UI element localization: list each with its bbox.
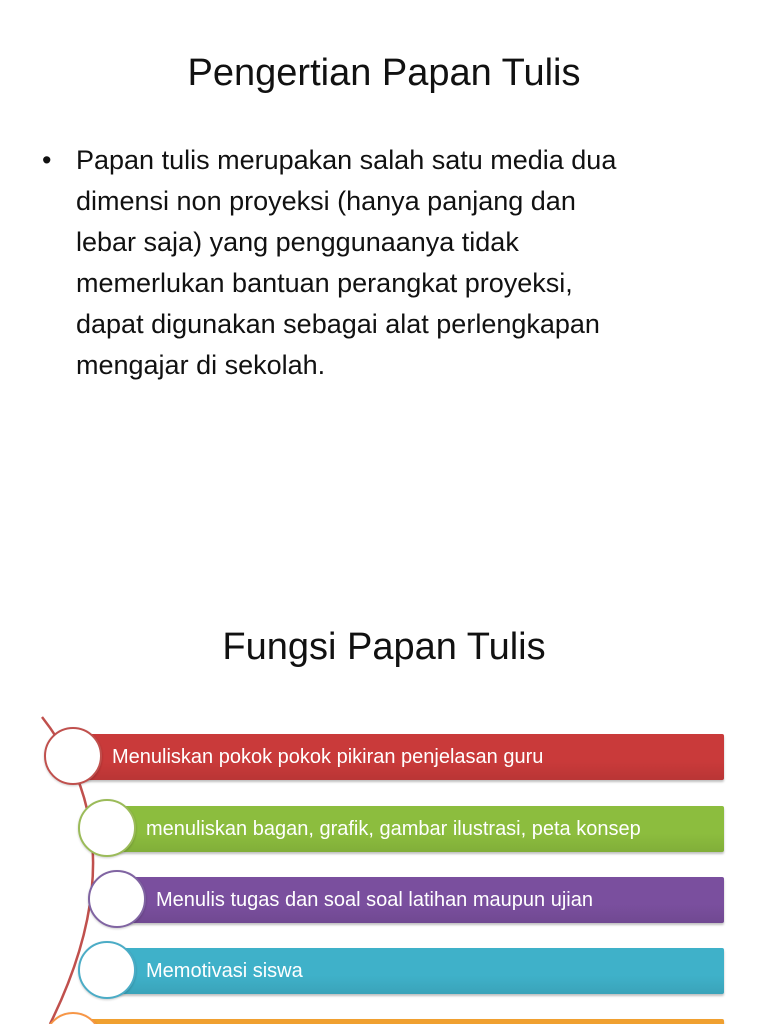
function-marker-icon	[88, 870, 146, 928]
slide-functions	[0, 512, 768, 1024]
function-bar	[108, 806, 724, 852]
bullet-list	[42, 140, 732, 386]
slide-title: Pengertian Papan Tulis	[187, 52, 581, 94]
bullet-line: dapat digunakan sebagai alat perlengkapan	[76, 309, 600, 339]
bullet-line: dimensi non proyeksi (hanya panjang dan	[76, 186, 576, 216]
function-marker-icon	[78, 799, 136, 857]
bullet-icon: •	[42, 145, 52, 175]
function-bar	[108, 948, 724, 994]
function-marker-icon	[44, 727, 102, 785]
function-bar	[118, 877, 724, 923]
function-label: Memotivasi siswa	[146, 959, 303, 982]
bullet-line: memerlukan bantuan perangkat proyeksi,	[76, 268, 573, 298]
function-label: Menuliskan pokok pokok pikiran penjelasan guru	[112, 745, 544, 768]
bullet-line: Papan tulis merupakan salah satu media dua	[76, 145, 617, 175]
function-label: menuliskan bagan, grafik, gambar ilustrasi, peta konsep	[146, 817, 641, 840]
function-marker-icon	[78, 941, 136, 999]
slide-title: Fungsi Papan Tulis	[222, 626, 546, 668]
function-label: Menulis tugas dan soal soal latihan maupun ujian	[156, 888, 593, 911]
function-bar	[74, 734, 724, 780]
bullet-item	[42, 140, 732, 386]
function-bar	[74, 1019, 724, 1024]
bullet-line: mengajar di sekolah.	[76, 350, 326, 380]
bullet-line: lebar saja) yang penggunaanya tidak	[76, 227, 519, 257]
